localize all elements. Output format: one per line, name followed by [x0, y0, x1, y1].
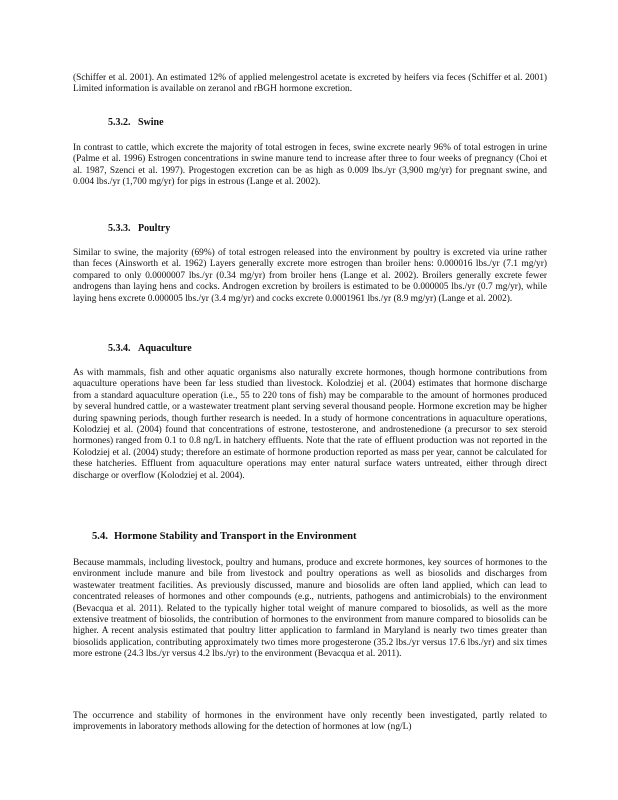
- paragraph-swine: In contrast to cattle, which excrete the majority of total estrogen in feces, swine excrete nearly 96% of total estrogen in urine (Palme et al. 1996) Estrogen concentrations in swine manure tend to increase after three to four weeks of pregnancy (Choi et al. 1987, Szenci et al. 1997). Progestogen excretion can be as high as 0.009 lbs./yr (3,900 mg/yr) for pregnant swine, and 0.004 lbs./yr (1,700 mg/yr) for pigs in estrous (Lange et al. 2002).: [73, 143, 547, 188]
- paragraph-occurrence: The occurrence and stability of hormones in the environment have only recently been investigated, partly related to improvements in laboratory methods allowing for the detection of hormones at low (ng/L): [73, 711, 547, 733]
- heading-poultry: [108, 223, 170, 235]
- paragraph-poultry: Similar to swine, the majority (69%) of total estrogen released into the environment by poultry is excreted via urine rather than feces (Ainsworth et al. 1962) Layers generally excrete more estrogen than broiler hens: 0.000016 lbs./yr (7.1 mg/yr) compared to only 0.0000007 lbs./yr (0.34 mg/yr) from broiler hens (Lange et al. 2002). Broilers generally excrete fewer androgens than laying hens and cocks. Androgen excretion by broilers is estimated to be 0.000005 lbs./yr (0.7 mg/yr), while laying hens excrete 0.000005 lbs./yr (3.4 mg/yr) and cocks excrete 0.0001961 lbs./yr (8.9 mg/yr) (Lange et al. 2002).: [73, 248, 547, 304]
- heading-number: 5.3.2.: [108, 117, 131, 128]
- heading-title: Hormone Stability and Transport in the Environment: [114, 531, 357, 542]
- heading-swine: [108, 117, 164, 129]
- paragraph-key-sources: Because mammals, including livestock, poultry and humans, produce and excrete hormones, key sources of hormones to the environment include manure and bile from livestock and poultry operations as well as biosolids and discharges from wastewater treatment facilities. As previously discussed, manure and biosolids are often land applied, which can lead to concentrated releases of hormones and other compounds (e.g., nutrients, pathogens and antimicrobials) to the environment (Bevacqua et al. 2011). Related to the typically higher total weight of manure compared to biosolids, as well as the more extensive treatment of biosolids, the contribution of hormones to the environment from manure compared to biosolids can be higher. A recent analysis estimated that poultry litter application to farmland in Maryland is nearly two times greater than biosolids application, contributing approximately two times more progesterone (35.2 lbs./yr versus 17.6 lbs./yr) and six times more estrone (24.3 lbs./yr versus 4.2 lbs./yr) to the environment (Bevacqua et al. 2011).: [73, 558, 547, 660]
- heading-number: 5.3.4.: [108, 343, 131, 354]
- heading-number: 5.4.: [92, 531, 108, 542]
- heading-number: 5.3.3.: [108, 223, 131, 234]
- heading-title: Aquaculture: [138, 343, 192, 354]
- paragraph-aquaculture: As with mammals, fish and other aquatic organisms also naturally excrete hormones, though hormone contributions from aquaculture operations have been far less studied than livestock. Kolodziej et al. (2004) estimates that hormone discharge from a standard aquaculture operation (i.e., 55 to 220 tons of fish) may be comparable to the amount of hormones produced by several hundred cattle, or a wastewater treatment plant serving several thousand people. Hormone excretion may be higher during spawning periods, though further research is needed. In a study of hormone concentrations in aquaculture operations, Kolodziej et al. (2004) found that concentrations of estrone, testosterone, and androstenedione (a precursor to sex steroid hormones) ranged from 0.1 to 0.8 ng/L in hatchery effluents. Note that the rate of effluent production was not reported in the Kolodziej et al. (2004) study; therefore an estimate of hormone production reported as mass per year, cannot be calculated for these hatcheries. Effluent from aquaculture operations may enter natural surface waters untreated, either through direct discharge or overflow (Kolodziej et al. 2004).: [73, 368, 547, 481]
- paragraph-excretion-cattle: (Schiffer et al. 2001). An estimated 12% of applied melengestrol acetate is excreted by heifers via feces (Schiffer et al. 2001) Limited information is available on zeranol and rBGH hormone excretion.: [73, 73, 547, 95]
- heading-title: Poultry: [138, 223, 171, 234]
- heading-title: Swine: [138, 117, 164, 128]
- heading-aquaculture: [108, 343, 192, 355]
- heading-hormone-stability: [92, 531, 357, 543]
